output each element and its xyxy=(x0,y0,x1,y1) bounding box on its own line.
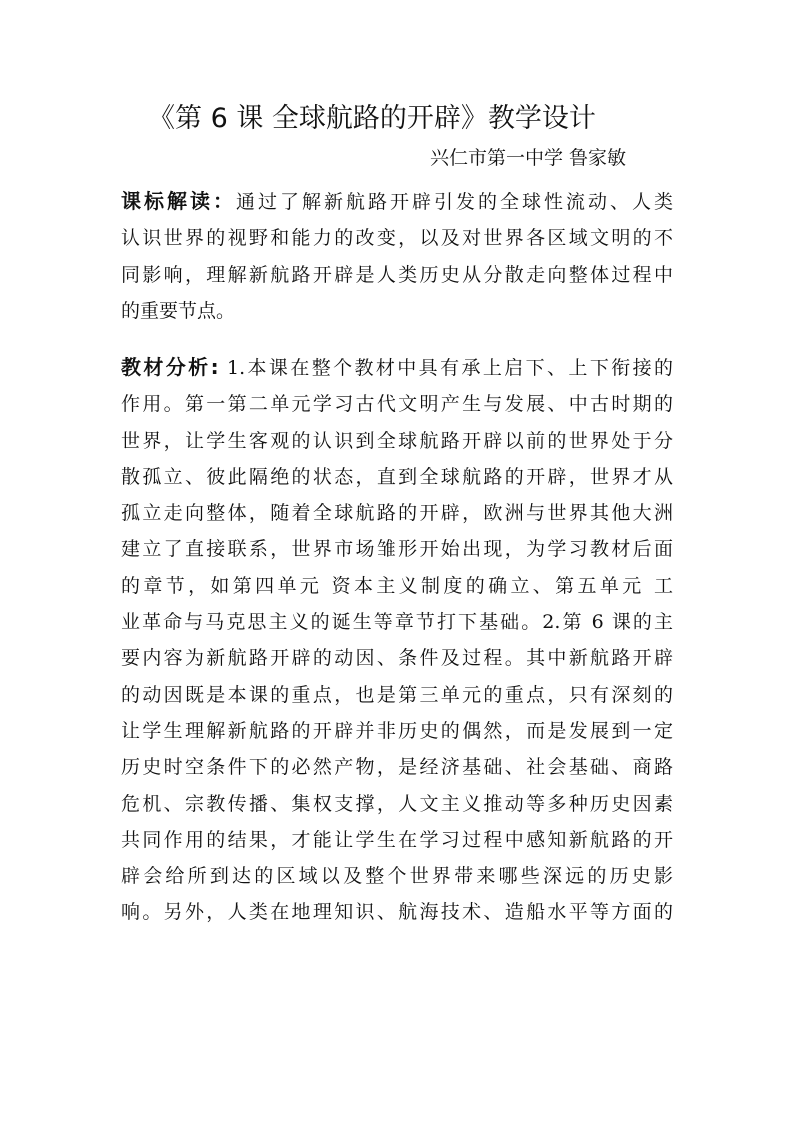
paragraph-line: 孤立走向整体，随着全球航路的开辟，欧洲与世界其他大洲 xyxy=(121,502,673,525)
paragraph-line: 共同作用的结果，才能让学生在学习过程中感知新航路的开 xyxy=(121,828,673,851)
section-textbook-analysis xyxy=(121,349,673,931)
paragraph-line xyxy=(121,183,673,220)
document-title: 《第 6 课 全球航路的开辟》教学设计 xyxy=(148,103,596,134)
section-label: 教材分析: xyxy=(121,355,219,379)
paragraph-line: 的重要节点。 xyxy=(121,299,236,322)
paragraph-line: 历史时空条件下的必然产物，是经济基础、社会基础、商路 xyxy=(121,756,673,779)
paragraph-line: 让学生理解新航路的开辟并非历史的偶然，而是发展到一定 xyxy=(121,719,673,742)
paragraph-line: 同影响，理解新航路开辟是人类历史从分散走向整体过程中 xyxy=(121,263,673,286)
paragraph-line: 危机、宗教传播、集权支撑，人文主义推动等多种历史因素 xyxy=(121,792,673,815)
paragraph-line: 认识世界的视野和能力的改变，以及对世界各区域文明的不 xyxy=(121,227,673,250)
paragraph-line: 的动因既是本课的重点，也是第三单元的重点，只有深刻的 xyxy=(121,683,673,706)
section-label: 课标解读： xyxy=(121,189,236,213)
paragraph-line: 辟会给所到达的区域以及整个世界带来哪些深远的历史影 xyxy=(121,865,673,888)
paragraph-line: 响。另外，人类在地理知识、航海技术、造船水平等方面的 xyxy=(121,901,673,924)
paragraph-line: 建立了直接联系，世界市场雏形开始出现，为学习教材后面 xyxy=(121,538,673,561)
paragraph-line: 的章节，如第四单元 资本主义制度的确立、第五单元 工 xyxy=(121,574,673,597)
paragraph-line: 业革命与马克思主义的诞生等章节打下基础。2.第 6 课的主 xyxy=(121,611,673,634)
line-text: 1.本课在整个教材中具有承上启下、上下衔接的 xyxy=(218,357,673,379)
paragraph-line: 世界，让学生客观的认识到全球航路开辟以前的世界处于分 xyxy=(121,429,673,452)
document-author: 兴仁市第一中学 鲁家敏 xyxy=(430,147,627,169)
paragraph-line xyxy=(121,349,673,386)
section-curriculum-interpretation xyxy=(121,183,673,329)
paragraph-line: 散孤立、彼此隔绝的状态，直到全球航路的开辟，世界才从 xyxy=(121,465,673,488)
line-text: 通过了解新航路开辟引发的全球性流动、人类 xyxy=(236,191,673,213)
paragraph-line: 作用。第一第二单元学习古代文明产生与发展、中古时期的 xyxy=(121,393,673,416)
paragraph-line: 要内容为新航路开辟的动因、条件及过程。其中新航路开辟 xyxy=(121,647,673,670)
